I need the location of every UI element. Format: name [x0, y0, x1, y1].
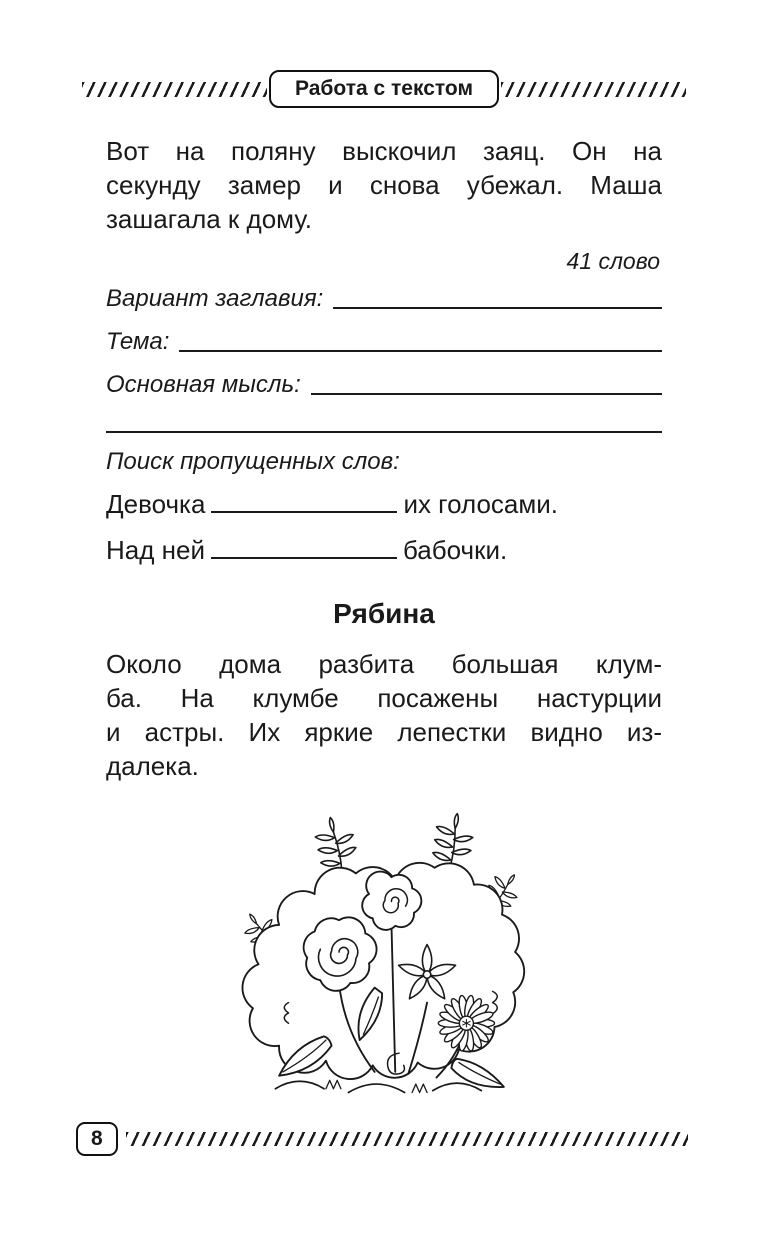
mw-text-after: бабочки. [402, 535, 508, 565]
answer-gap[interactable] [211, 537, 397, 559]
section-line: далека. [106, 751, 199, 781]
field-main-idea [106, 370, 662, 400]
field-label: Тема: [106, 328, 170, 355]
mw-text-before: Над ней [106, 535, 205, 565]
missing-words-line [106, 487, 662, 521]
section-text [106, 647, 662, 783]
section-line: и астры. Их яркие лепестки видно из- [106, 717, 662, 747]
footer-band [76, 1122, 688, 1156]
section-line: Около дома разбита большая клум- [106, 649, 662, 679]
flower-bush-illustration [234, 791, 534, 1100]
field-theme [106, 327, 662, 357]
header-band [82, 70, 686, 108]
answer-gap[interactable] [211, 491, 397, 513]
hatch-stripe-right [501, 82, 686, 97]
hatch-stripe-footer [126, 1132, 688, 1146]
hatch-stripe-left [82, 82, 267, 97]
section-line: ба. На клумбе посажены настурции [106, 683, 662, 713]
passage-line: зашагала к дому. [106, 204, 312, 234]
word-count: 41 слово [566, 248, 660, 274]
field-label: Основная мысль: [106, 371, 301, 398]
passage-text [106, 134, 662, 236]
section-title: Рябина [333, 598, 435, 629]
missing-words-heading: Поиск пропущенных слов: [106, 448, 400, 475]
answer-blank[interactable] [333, 307, 662, 309]
missing-words-line [106, 533, 662, 567]
mw-text-before: Девочка [106, 489, 206, 519]
answer-blank[interactable] [179, 350, 662, 352]
field-label: Вариант заглавия: [106, 285, 324, 312]
page-number: 8 [91, 1127, 103, 1150]
worksheet-title: Работа с текстом [295, 77, 473, 100]
field-title-variant [106, 284, 662, 314]
passage-line: секунду замер и снова убежал. Маша [106, 170, 662, 200]
page-number-box [76, 1122, 118, 1156]
content-column [106, 134, 662, 1100]
passage-line: Вот на поляну выскочил заяц. Он на [106, 136, 662, 166]
mw-text-after: их голосами. [403, 489, 558, 519]
answer-blank-continuation[interactable] [106, 413, 662, 433]
answer-blank[interactable] [311, 393, 662, 395]
worksheet-title-box [269, 70, 499, 108]
